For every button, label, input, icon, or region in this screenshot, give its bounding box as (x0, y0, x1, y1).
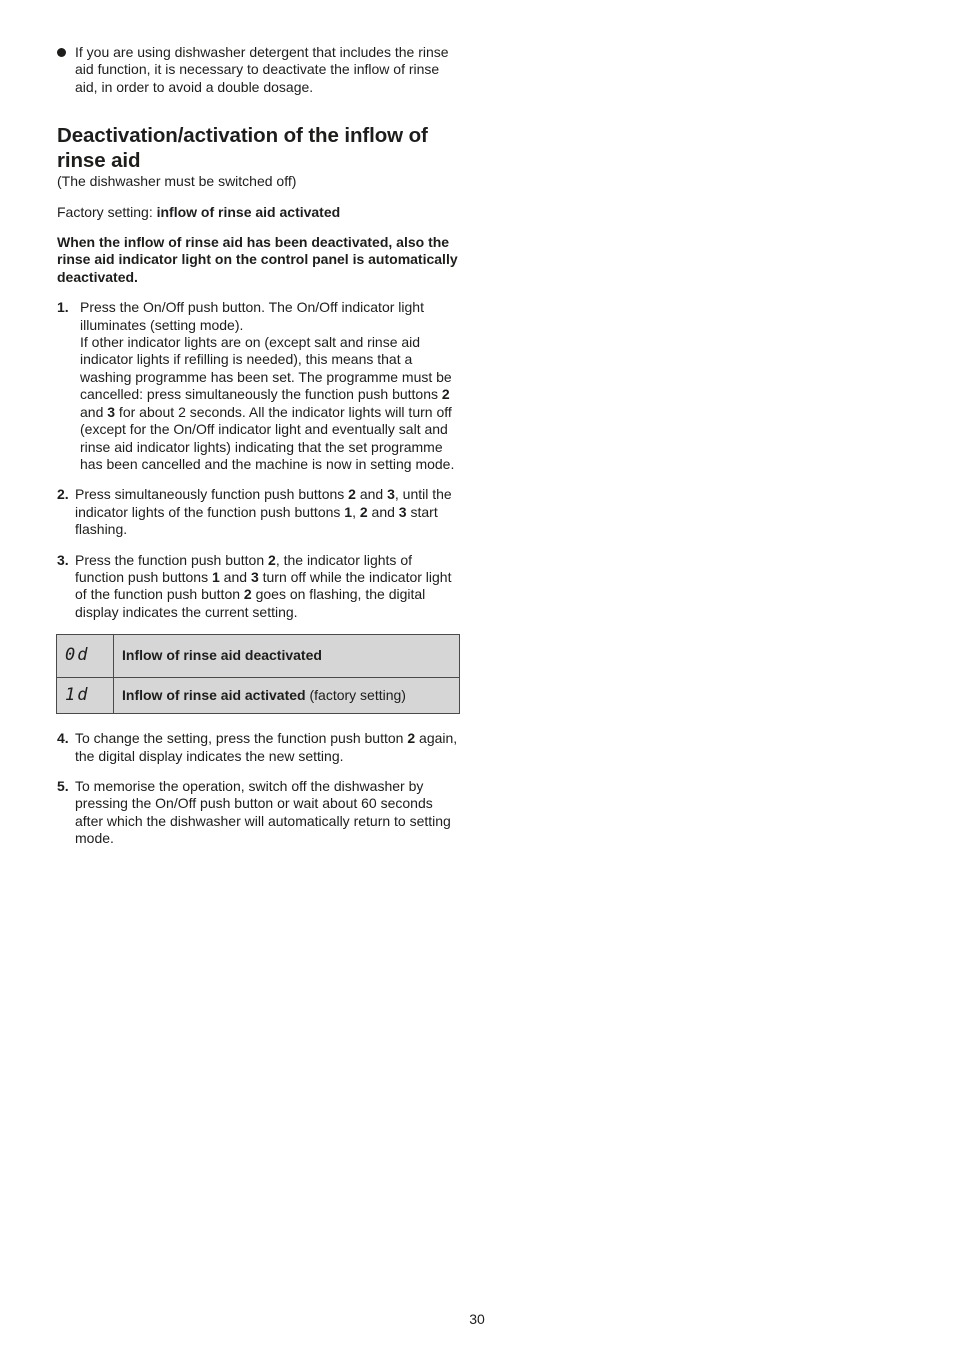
step-text: turn off while the indicator light of the function push button (75, 568, 452, 603)
bullet-dot-icon (57, 48, 66, 57)
step-text: goes on flashing, the digital display indicates the current setting. (75, 586, 426, 620)
step-5 (57, 778, 461, 848)
step-2 (57, 486, 461, 538)
step-3 (57, 552, 461, 622)
step-text: start flashing. (75, 503, 438, 538)
content-column (57, 44, 461, 861)
setting-cell (114, 635, 460, 678)
step-number: 2. (57, 486, 69, 503)
button-ref: 3 (398, 503, 407, 520)
intro-bullet-text: If you are using dishwasher detergent that includes the rinse aid function, it is necessary to deactivate the inflow of rinse aid, in order to avoid a double dosage. (75, 44, 449, 95)
step-1 (57, 299, 461, 473)
factory-setting (57, 204, 461, 221)
table-row (57, 678, 460, 714)
warning-text: When the inflow of rinse aid has been deactivated, also the rinse aid indicator light on the control panel is automatically deactivated. (57, 234, 458, 285)
page-number: 30 (469, 1311, 485, 1327)
setting-note: (factory setting) (305, 686, 406, 703)
button-ref: 2 (348, 486, 356, 503)
steps-list (57, 299, 461, 621)
step-number: 3. (57, 551, 69, 568)
setting-label: Inflow of rinse aid deactivated (122, 647, 322, 664)
step-4 (57, 730, 461, 765)
step-text: To memorise the operation, switch off the dishwasher by pressing the On/Off push button or wait about 60 seconds after which the dishwasher will automatically return to setting mode. (75, 777, 451, 847)
step-text: Press simultaneously function push buttons (75, 486, 349, 503)
switched-off-note: (The dishwasher must be switched off) (57, 173, 297, 190)
button-ref: 2 (268, 551, 276, 568)
step-text: , (352, 503, 360, 520)
step-text: for about 2 seconds. All the indicator lights will turn off (except for the On/Off indicator light and eventually salt and rinse aid indicator lights) indicating that the set programme has been cancelled and the machine is now in setting mode. (80, 403, 455, 472)
button-ref: 2 (359, 503, 368, 520)
step-text: If other indicator lights are on (except salt and rinse aid indicator lights if refilling is needed), this means that a washing programme has been set. The programme must be cancelled: press simultaneously the function push buttons (80, 334, 452, 403)
intro-bullet (57, 44, 461, 96)
step-text: and (355, 486, 388, 503)
step-text: again, the digital display indicates the new setting. (75, 730, 458, 764)
step-text: and (219, 568, 251, 585)
step-text: Press the function push button (75, 551, 269, 568)
step-text: and (367, 503, 399, 520)
steps-list-continued (57, 730, 461, 847)
button-ref: 3 (107, 403, 116, 420)
button-ref: 1 (344, 503, 353, 520)
step-number: 1. (57, 299, 69, 316)
display-code: 0d (57, 635, 114, 678)
table-row (57, 635, 460, 678)
button-ref: 2 (407, 730, 416, 747)
factory-setting-value: inflow of rinse aid activated (156, 203, 341, 220)
step-number: 4. (57, 730, 69, 747)
step-text: and (80, 403, 108, 420)
button-ref: 2 (243, 586, 252, 603)
step-1-detail (80, 334, 461, 473)
step-text: , the indicator lights of function push buttons (75, 551, 412, 585)
step-text: To change the setting, press the function push button (75, 730, 408, 747)
setting-cell (114, 678, 460, 714)
button-ref: 3 (387, 486, 395, 503)
step-text: , until the indicator lights of the function push buttons (75, 486, 452, 520)
step-number: 5. (57, 777, 69, 794)
settings-table (56, 634, 460, 714)
button-ref: 3 (250, 568, 259, 585)
setting-label: Inflow of rinse aid activated (122, 686, 306, 703)
factory-setting-label: Factory setting: (57, 203, 157, 220)
step-1-text: Press the On/Off push button. The On/Off indicator light illuminates (setting mode). (80, 299, 424, 333)
section-heading: Deactivation/activation of the inflow of rinse aid (57, 124, 428, 173)
button-ref: 2 (441, 386, 450, 403)
display-code: 1d (57, 678, 114, 714)
warning-note (57, 234, 461, 286)
button-ref: 1 (212, 568, 220, 585)
